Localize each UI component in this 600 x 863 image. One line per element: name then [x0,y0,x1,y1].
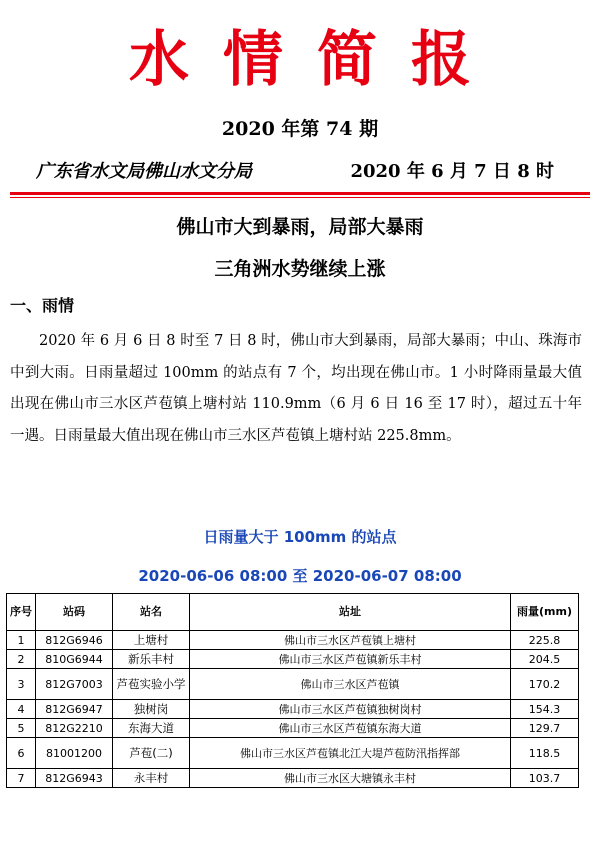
col-header-code: 站码 [36,594,113,631]
table-row [7,650,579,669]
cell-no: 3 [7,669,36,700]
cell-name: 东海大道 [113,719,190,738]
cell-address: 佛山市三水区芦苞镇北江大堤芦苞防汛指挥部 [190,738,511,769]
table-row [7,719,579,738]
issuing-agency: 广东省水文局佛山水文分局 [36,161,252,182]
cell-name: 永丰村 [113,769,190,788]
table-row [7,700,579,719]
table-row [7,631,579,650]
cell-rain: 204.5 [511,650,579,669]
cell-code: 812G6947 [36,700,113,719]
cell-address: 佛山市三水区大塘镇永丰村 [190,769,511,788]
cell-code: 812G6943 [36,769,113,788]
headline-line-1: 佛山市大到暴雨，局部大暴雨 [176,216,424,238]
cell-no: 4 [7,700,36,719]
cell-address: 佛山市三水区芦苞镇独树岗村 [190,700,511,719]
col-header-name: 站名 [113,594,190,631]
header-rule-thick [10,192,590,195]
cell-name: 芦苞(二) [113,738,190,769]
issue-number: 2020 年第 74 期 [221,118,379,140]
cell-rain: 129.7 [511,719,579,738]
cell-name: 新乐丰村 [113,650,190,669]
cell-rain: 154.3 [511,700,579,719]
headline-line-2: 三角洲水势继续上涨 [214,258,386,280]
cell-code: 810G6944 [36,650,113,669]
cell-no: 7 [7,769,36,788]
cell-name: 独树岗 [113,700,190,719]
cell-name: 上塘村 [113,631,190,650]
cell-address: 佛山市三水区芦苞镇上塘村 [190,631,511,650]
col-header-address: 站址 [190,594,511,631]
col-header-no: 序号 [7,594,36,631]
table-row [7,738,579,769]
cell-no: 2 [7,650,36,669]
section-title-rainfall: 一、雨情 [10,296,75,315]
table-header-row [7,594,579,631]
cell-code: 812G2210 [36,719,113,738]
col-header-rain: 雨量(mm) [511,594,579,631]
cell-name: 芦苞实验小学 [113,669,190,700]
cell-no: 1 [7,631,36,650]
table-title: 日雨量大于 100mm 的站点 [203,528,397,546]
cell-address: 佛山市三水区芦苞镇新乐丰村 [190,650,511,669]
cell-code: 812G6946 [36,631,113,650]
cell-no: 5 [7,719,36,738]
cell-code: 81001200 [36,738,113,769]
rainfall-paragraph: 2020 年 6 月 6 日 8 时至 7 日 8 时，佛山市大到暴雨，局部大暴雨；中山、珠海市中到大雨。日雨量超过 100mm 的站点有 7 个，均出现在佛山市。1 小时降雨量最大值出现在佛山市三水区芦苞镇上塘村站 110.9mm（6 月 6 日 16 至 17 时），超过五十年一遇。日雨量最大值出现在佛山市三水区芦苞镇上塘村站 225.8mm。 [10,333,582,444]
table-row [7,669,579,700]
cell-rain: 103.7 [511,769,579,788]
cell-no: 6 [7,738,36,769]
masthead-title: 水情简报 [129,25,505,95]
header-rule-thin [10,197,590,198]
station-table [6,593,579,788]
table-row [7,769,579,788]
issue-date: 2020 年 6 月 7 日 8 时 [350,161,554,182]
table-period: 2020-06-06 08:00 至 2020-06-07 08:00 [138,567,462,585]
cell-code: 812G7003 [36,669,113,700]
cell-rain: 225.8 [511,631,579,650]
cell-rain: 170.2 [511,669,579,700]
cell-address: 佛山市三水区芦苞镇东海大道 [190,719,511,738]
cell-address: 佛山市三水区芦苞镇 [190,669,511,700]
cell-rain: 118.5 [511,738,579,769]
